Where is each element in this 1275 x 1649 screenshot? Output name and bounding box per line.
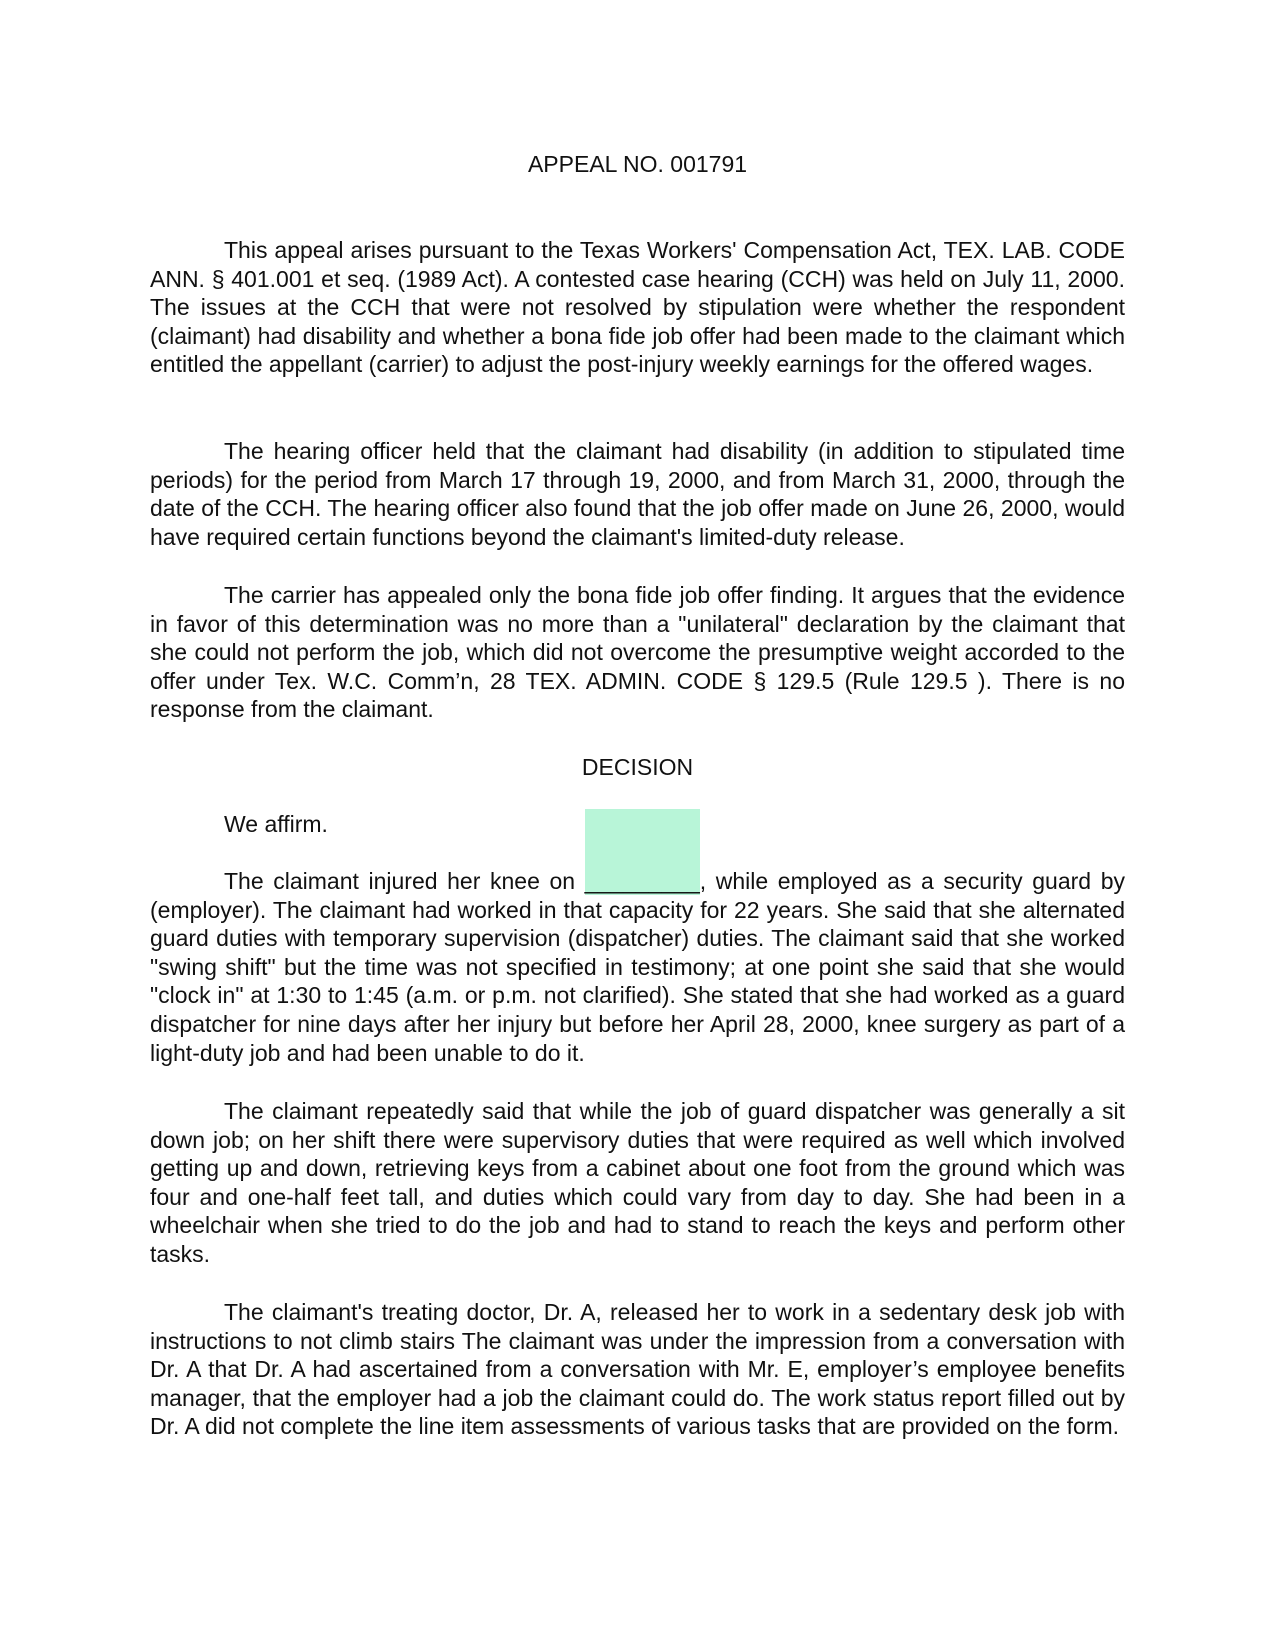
redacted-date: _________: [584, 868, 700, 894]
paragraph-hearing-officer-text: The hearing officer held that the claimant had disability (in addition to stipulated time periods) for the period from March 17 through 19, 2000, and from March 31, 2000, through the date of the CCH. The hearing officer also found that the job offer made on June 26, 2000, would have required certain functions beyond the claimant's limited-duty release.: [150, 438, 1125, 550]
decision-heading: DECISION: [581, 754, 694, 780]
paragraph-injury-rest: , while employed as a security guard by (employer). The claimant had worked in that capacity for 22 years. She said that she alternated guard duties with temporary supervision (dispatcher) duties. The claimant said that she worked "swing shift" but the time was not specified in testimony; at one point she said that she would "clock in" at 1:30 to 1:45 (a.m. or p.m. not clarified). She stated that she had worked as a guard dispatcher for nine days after her injury but before her April 28, 2000, knee surgery as part of a light-duty job and had been unable to do it.: [150, 868, 1125, 1066]
paragraph-injury-text: [150, 867, 1125, 1067]
paragraph-dispatcher-duties-text: The claimant repeatedly said that while the job of guard dispatcher was generally a sit down job; on her shift there were supervisory duties that were required as well which involved getting up and down, retrieving keys from a cabinet about one foot from the ground which was four and one-half feet tall, and duties which could vary from day to day. She had been in a wheelchair when she tried to do the job and had to stand to reach the keys and perform other tasks.: [150, 1098, 1125, 1267]
paragraph-dispatcher-duties: [150, 1097, 1125, 1269]
paragraph-affirm-text: We affirm.: [224, 811, 328, 837]
paragraph-carrier-appeal: [150, 581, 1125, 724]
document-title: APPEAL NO. 001791: [527, 151, 748, 177]
paragraph-treating-doctor-text: The claimant's treating doctor, Dr. A, released her to work in a sedentary desk job with instructions to not climb stairs The claimant was under the impression from a conversation with Dr. A that Dr. A had ascertained from a conversation with Mr. E, employer’s employee benefits manager, that the employer had a job the claimant could do. The work status report filled out by Dr. A did not complete the line item assessments of various tasks that are provided on the form.: [150, 1299, 1125, 1440]
paragraph-intro-text: This appeal arises pursuant to the Texas Workers' Compensation Act, TEX. LAB. CODE ANN. § 401.001 et seq. (1989 Act). A contested case hearing (CCH) was held on July 11, 2000. The issues at the CCH that were not resolved by stipulation were whether the respondent (claimant) had disability and whether a bona fide job offer had been made to the claimant which entitled the appellant (carrier) to adjust the post-injury weekly earnings for the offered wages.: [150, 237, 1125, 378]
paragraph-carrier-appeal-text: The carrier has appealed only the bona fide job offer finding. It argues that the evidence in favor of this determination was no more than a "unilateral" declaration by the claimant that she could not perform the job, which did not overcome the presumptive weight accorded to the offer under Tex. W.C. Comm’n, 28 TEX. ADMIN. CODE § 129.5 (Rule 129.5 ). There is no response from the claimant.: [150, 582, 1125, 723]
paragraph-injury: [150, 867, 1125, 1067]
paragraph-hearing-officer: [150, 437, 1125, 551]
paragraph-injury-lead: The claimant injured her knee on: [224, 868, 585, 894]
paragraph-treating-doctor: [150, 1298, 1125, 1441]
paragraph-intro: [150, 236, 1125, 379]
